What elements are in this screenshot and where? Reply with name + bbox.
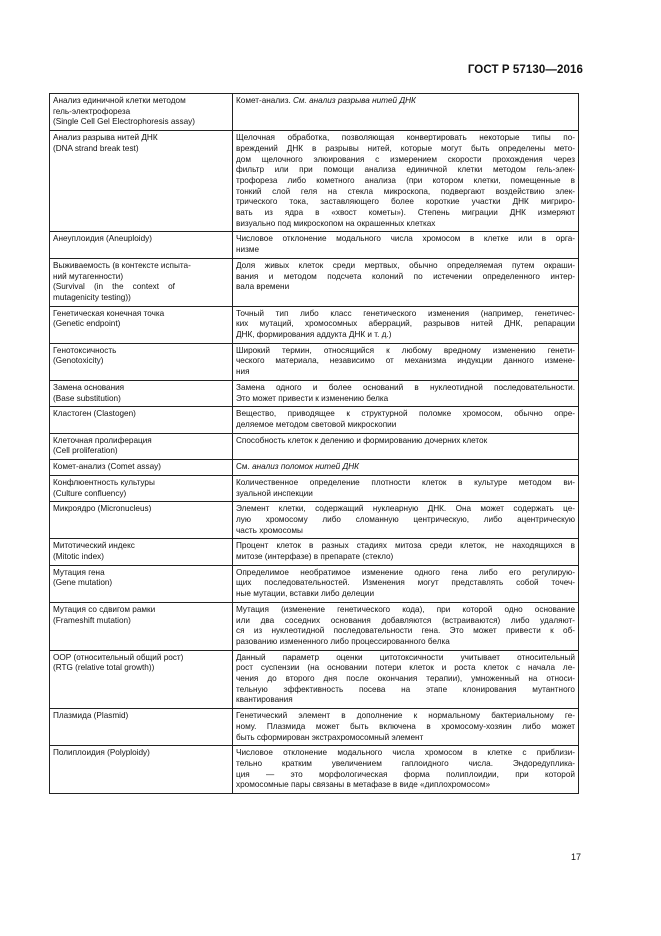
term-line: Замена основания [53,382,125,392]
definition-cell [233,460,579,476]
term-cell [50,131,233,232]
term-line: ООР (относительный общий рост) [53,652,184,662]
glossary-row [50,380,579,406]
term-line: (Base substitution) [53,393,121,403]
term-line: (RTG (relative total growth)) [53,663,155,673]
page-number: 17 [570,852,581,862]
term-cell [50,709,233,746]
definition-line: ческого материала, независимо от механизма индукции данного измене- [236,356,575,366]
glossary-table-body [50,94,579,794]
glossary-row [50,746,579,794]
glossary-row [50,502,579,539]
definition-prefix: Комет-анализ. [236,96,293,105]
definition-line: Числовое отклонение модального числа хромосом в клетке с приблизи- [236,748,575,758]
term-line: (Genetic endpoint) [53,319,121,329]
glossary-row [50,433,579,459]
definition-line: Процент клеток в разных стадиях митоза среди клеток, не находящихся в [236,541,575,551]
term-cell [50,650,233,709]
definition-line: ких мутаций, хромосомных аберраций, разрывов нитей ДНК, репарации [236,319,575,329]
definition-cell [233,602,579,650]
definition-cell [233,709,579,746]
definition-line: Мутация (изменение генетического кода), при которой одно основание [236,604,575,614]
definition-line: Вещество, приводящее к структурной поломке хромосом, обычно опре- [236,409,575,419]
term-line: Плазмида (Plasmid) [53,711,129,721]
term-line: (Mitotic index) [53,552,104,562]
definition-line: Числовое отклонение модального числа хромосом в клетке или в орга- [236,234,575,244]
glossary-row [50,602,579,650]
definition-cell [233,502,579,539]
definition-line: деляемое методом световой микроскопии [236,419,397,429]
definition-line: Генетический элемент в дополнение к нормальному бактериальному ге- [236,711,575,721]
definition-line: визуально под микроскопом на окрашенных клетках [236,218,436,228]
term-line: Микроядро (Micronucleus) [53,504,152,514]
definition-line: трического тока, заставляющего более короткие участки ДНК мигриро- [236,197,575,207]
definition-line: быть сформирован экстрахромосомный элемент [236,732,424,742]
definition-line: тельно кратким увеличением гаплоидного числа. Эндоредупликa- [236,758,575,768]
definition-prefix: См. [236,462,253,472]
term-line: Анализ разрыва нитей ДНК [53,133,158,143]
term-cell [50,380,233,406]
term-cell [50,746,233,794]
term-line: Полиплоидия (Polyploidy) [53,748,150,758]
glossary-row [50,539,579,565]
definition-line [236,96,575,107]
term-line: Клеточная пролиферация [53,435,152,445]
definition-line: чения до второго дня после окончания терапии), умноженный на относи- [236,674,575,684]
definition-cell [233,407,579,433]
definition-line: ция — это морфологическая форма полиплоидии, при которой [236,769,575,779]
definition-line: вания и методом подсчета колоний по истечении определенного интер- [236,271,575,281]
definition-line: ные мутации, вставки либо делеции [236,589,375,599]
definition-cell [233,232,579,258]
term-line: Кластоген (Clastogen) [53,409,136,419]
glossary-row [50,460,579,476]
definition-line: Доля живых клеток среди мертвых, обычно определяемая путем окраши- [236,260,575,270]
definition-line: вреждений ДНК в разрывы нитей, которые могут быть определены мето- [236,143,575,153]
term-cell [50,502,233,539]
term-cell [50,475,233,501]
term-line: (Cell proliferation) [53,446,118,456]
term-line: Генетическая конечная точка [53,308,165,318]
definition-line: тонкий слой геля на стекла микроскопа, подвергают воздействию элек- [236,186,575,196]
term-line: Митотический индекс [53,541,135,551]
definition-cell [233,433,579,459]
term-line: (Frameshift mutation) [53,615,131,625]
term-line: Генотоксичность [53,345,117,355]
definition-line [236,462,575,473]
term-cell [50,565,233,602]
definition-line: дом щелочного элюирования с измерением скорости прохождения через [236,154,575,164]
term-line: Выживаемость (в контексте испыта- [53,260,191,270]
definition-line: Это может привести к изменению белка [236,393,389,403]
definition-cell [233,746,579,794]
term-cell [50,343,233,380]
glossary-row [50,232,579,258]
glossary-row [50,306,579,343]
term-cell [50,460,233,476]
definition-line: Точный тип либо класс генетического изменения (например, генетичес- [236,308,575,318]
definition-line: разованию измененного либо процессированного белка [236,636,450,646]
glossary-row [50,565,579,602]
term-cell [50,258,233,306]
term-line: Анеуплоидия (Aneuploidy) [53,234,152,244]
term-line: (Survival (in the context of [53,282,175,292]
definition-cell [233,94,579,131]
term-line: mutagenicity testing)) [53,292,131,302]
term-line: Комет-анализ (Comet assay) [53,462,161,472]
term-cell [50,539,233,565]
definition-line: или два соседних основания добавляются (встраиваются) либо удаляют- [236,615,575,625]
definition-line: Щелочная обработка, позволяющая конвертировать некоторые типы по- [236,133,575,143]
term-line: (DNA strand break test) [53,143,139,153]
definition-line: ному. Плазмида может быть включена в хромосому-хозяин либо может [236,721,575,731]
document-header: ГОСТ Р 57130—2016 [467,64,583,76]
term-line: (Genotoxicity) [53,356,104,366]
term-line: гель-электрофореза [53,106,131,116]
term-cell [50,306,233,343]
glossary-row [50,709,579,746]
definition-line: лую хромосому либо сломанную центрическую, либо ацентрическую [236,514,575,524]
definition-cell [233,306,579,343]
term-line: (Single Cell Gel Electrophoresis assay) [53,117,195,127]
definition-line: Замена одного и более оснований в нуклеотидной последовательности. [236,382,575,392]
definition-cell [233,475,579,501]
definition-line: Количественное определение плотности клеток в культуре методом ви- [236,477,575,487]
definition-line: Широкий термин, относящийся к любому вредному изменению генети- [236,345,575,355]
term-line: Мутация гена [53,567,105,577]
definition-line: зуальной инспекции [236,488,313,498]
definition-cross-reference: анализ поломок нитей ДНК [252,462,359,472]
definition-line: вать из ядра в «хвост кометы»). Степень миграции ДНК измеряют [236,208,575,218]
definition-cell [233,131,579,232]
term-line: (Culture confluency) [53,488,127,498]
glossary-row [50,475,579,501]
term-cell [50,602,233,650]
term-line: Мутация со сдвигом рамки [53,604,156,614]
definition-line: ся из нуклеотидной последовательности гена. Это может привести к об- [236,626,575,636]
definition-cell [233,565,579,602]
definition-line: низме [236,245,260,255]
definition-line: Данный параметр оценки цитотоксичности учитывает относительный [236,652,575,662]
term-cell [50,407,233,433]
glossary-row [50,258,579,306]
definition-line: щих последовательностей. Изменения могут представлять собой точеч- [236,578,575,588]
term-line: (Gene mutation) [53,578,113,588]
definition-cell [233,343,579,380]
definition-line: Способность клеток к делению и формированию дочерних клеток [236,435,488,445]
glossary-table [49,93,579,794]
term-cell [50,232,233,258]
glossary-row [50,131,579,232]
definition-line: тельную эффективность посева на этапе клонирования мутантного [236,684,575,694]
definition-cell [233,650,579,709]
definition-line: ния [236,367,250,377]
definition-line: Элемент клетки, содержащий нуклеарную ДНК. Она может содержать це- [236,504,575,514]
definition-line: митозе (интерфазе) в препарате (стекло) [236,552,394,562]
definition-line: квантирования [236,695,293,705]
definition-line: трофореза либо кометного анализа (при котором клетки, помещенные в [236,175,575,185]
definition-cross-reference: См. анализ разрыва нитей ДНК [293,96,416,105]
term-line: Анализ единичной клетки методом [53,96,186,105]
definition-line: часть хромосомы [236,525,303,535]
term-cell [50,94,233,131]
glossary-row [50,343,579,380]
glossary-row [50,407,579,433]
definition-line: рост суспензии (на основании потери клеток и роста клеток с начала ле- [236,663,575,673]
definition-cell [233,380,579,406]
definition-line: хромосомные пары связаны в метафазе в виде «диплохромосом» [236,780,491,790]
term-line: ний мутагенности) [53,271,124,281]
definition-line: ДНК, формирования аддукта ДНК и т. д.) [236,330,392,340]
definition-cell [233,258,579,306]
term-line: Конфлюентность культуры [53,477,155,487]
glossary-row [50,650,579,709]
definition-line: вала времени [236,282,290,292]
definition-cell [233,539,579,565]
definition-line: Определимое необратимое изменение одного гена либо его регулирую- [236,567,575,577]
definition-line: фильтр или при помощи анализа единичной клетки методом гель-элек- [236,165,575,175]
term-cell [50,433,233,459]
glossary-row [50,94,579,131]
